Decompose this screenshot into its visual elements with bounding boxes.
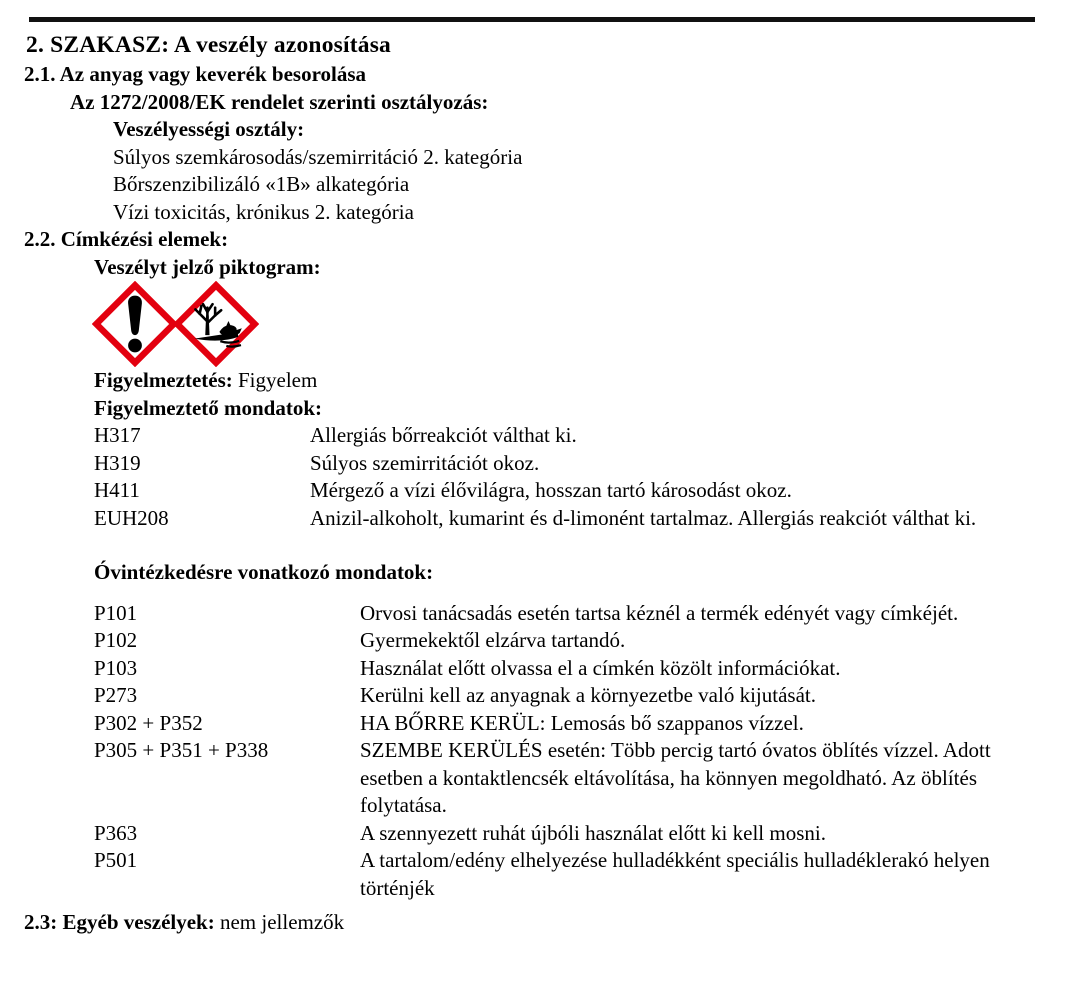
hazard-class-item: Bőrszenzibilizáló «1B» alkategória (113, 172, 410, 196)
precautionary-statement-code: P273 (94, 683, 138, 707)
section-divider-rule (29, 17, 1035, 22)
hazard-statement-code: EUH208 (94, 505, 169, 530)
ghs09-environment-icon (173, 281, 259, 367)
hazard-statement-code: H317 (94, 423, 141, 447)
precautionary-statement-row (94, 847, 1080, 902)
precautionary-statements-list (0, 600, 1080, 903)
precautionary-statement-code: P101 (94, 600, 138, 625)
signal-word-line (94, 367, 1080, 395)
clp-regulation-subheading: Az 1272/2008/EK rendelet szerinti osztályozás: (70, 89, 489, 114)
precautionary-statement-text: Orvosi tanácsadás esetén tartsa kéznél a termék edényét vagy címkéjét. (360, 600, 959, 625)
hazard-statement-row (94, 422, 1080, 450)
classification-heading: 2.1. Az anyag vagy keverék besorolása (24, 62, 367, 86)
signal-word-value: Figyelem (238, 368, 318, 392)
labelling-heading: 2.2. Címkézési elemek: (24, 227, 229, 251)
precautionary-statement-row (94, 600, 1080, 628)
precautionary-statement-code: P363 (94, 820, 138, 845)
precautionary-statement-row (94, 737, 1080, 820)
precautionary-statement-code: P102 (94, 628, 138, 652)
hazard-statements-label: Figyelmeztető mondatok: (94, 395, 323, 420)
hazard-statement-row (94, 450, 1080, 478)
signal-word-label: Figyelmeztetés: (94, 368, 233, 392)
precautionary-statements-label: Óvintézkedésre vonatkozó mondatok: (94, 560, 434, 584)
hazard-statement-code: H411 (94, 478, 140, 502)
ghs07-exclamation-icon (92, 281, 178, 367)
precautionary-statement-text: A tartalom/edény elhelyezése hulladékként speciális hulladéklerakó helyen történjék (360, 848, 990, 900)
ghs-pictogram-row (92, 281, 1080, 367)
precautionary-statement-text: Gyermekektől elzárva tartandó. (360, 628, 626, 652)
precautionary-statement-text: HA BŐRRE KERÜL: Lemosás bő szappanos vízzel. (360, 710, 804, 735)
precautionary-statement-code: P305 + P351 + P338 (94, 738, 269, 762)
precautionary-statement-text: SZEMBE KERÜLÉS esetén: Több percig tartó óvatos öblítés vízzel. Adott esetben a kontaktlencsék eltávolítása, ha könnyen megoldható. Az öblítés folytatása. (360, 738, 991, 817)
other-hazards-value: nem jellemzők (219, 910, 345, 934)
hazard-statement-row (94, 477, 1080, 505)
hazard-statement-text: Súlyos szemirritációt okoz. (310, 450, 540, 475)
other-hazards-line (24, 909, 1080, 937)
precautionary-statement-row (94, 682, 1080, 710)
precautionary-statement-text: A szennyezett ruhát újbóli használat előtt ki kell mosni. (360, 820, 826, 845)
other-hazards-label: 2.3: Egyéb veszélyek: (24, 910, 215, 934)
hazard-statement-text: Mérgező a vízi élővilágra, hosszan tartó károsodást okoz. (310, 478, 792, 502)
hazard-statement-code: H319 (94, 450, 141, 475)
precautionary-statement-row (94, 655, 1080, 683)
hazard-class-item: Súlyos szemkárosodás/szemirritáció 2. kategória (113, 144, 523, 169)
precautionary-statement-row (94, 710, 1080, 738)
precautionary-statement-row (94, 627, 1080, 655)
precautionary-statement-code: P302 + P352 (94, 710, 203, 735)
precautionary-statement-text: Kerülni kell az anyagnak a környezetbe való kijutását. (360, 683, 816, 707)
section-title: 2. SZAKASZ: A veszély azonosítása (26, 32, 391, 58)
pictogram-label: Veszélyt jelző piktogram: (94, 254, 321, 279)
precautionary-statement-text: Használat előtt olvassa el a címkén közölt információkat. (360, 655, 841, 680)
hazard-statement-text: Allergiás bőrreakciót válthat ki. (310, 423, 577, 447)
hazard-class-label: Veszélyességi osztály: (113, 117, 305, 141)
precautionary-statement-code: P501 (94, 848, 138, 872)
precautionary-statement-code: P103 (94, 655, 138, 680)
precautionary-statement-row (94, 820, 1080, 848)
hazard-statement-text: Anizil-alkoholt, kumarint és d-limonént tartalmaz. Allergiás reakciót válthat ki. (310, 505, 977, 530)
hazard-statement-row (94, 505, 1080, 533)
hazard-statements-list (0, 422, 1080, 532)
hazard-class-item: Vízi toxicitás, krónikus 2. kategória (113, 199, 414, 224)
